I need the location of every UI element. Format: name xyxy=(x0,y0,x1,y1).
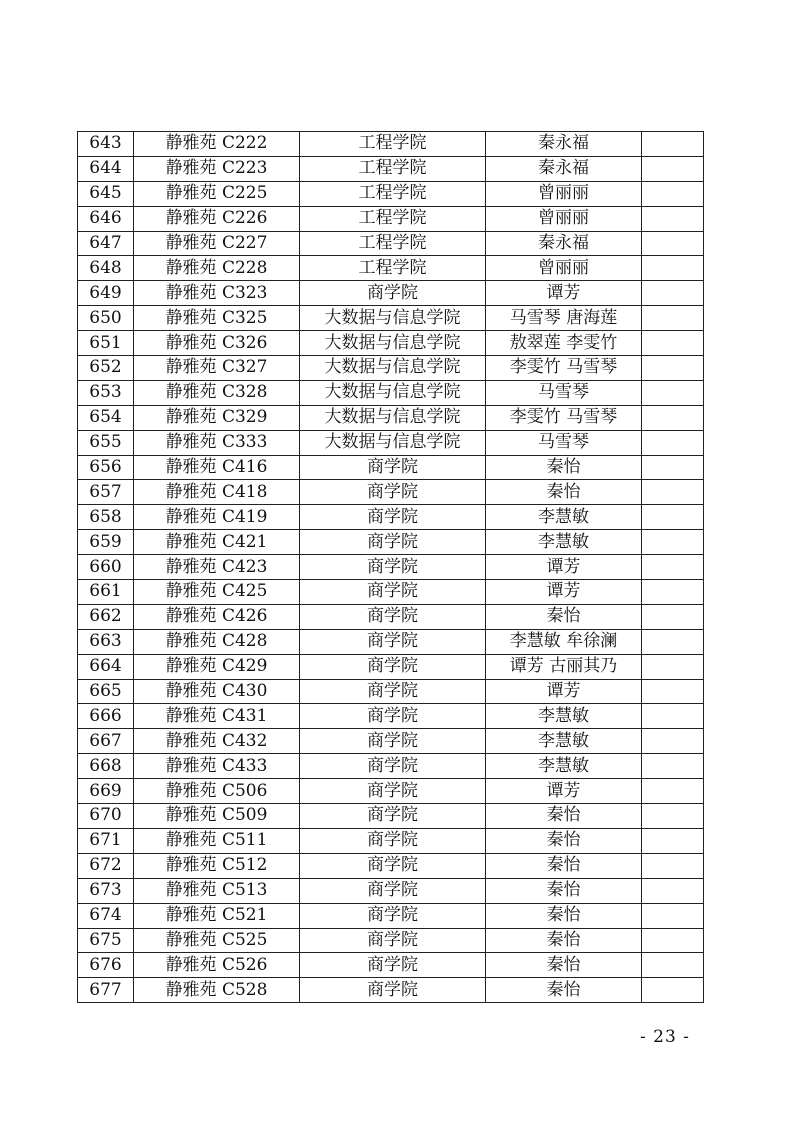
remarks-cell xyxy=(642,629,704,654)
remarks-cell xyxy=(642,132,704,157)
row-number-cell: 673 xyxy=(78,878,134,903)
college-cell: 商学院 xyxy=(300,480,486,505)
table-row xyxy=(78,779,704,804)
room-cell: 静雅苑 C506 xyxy=(134,779,300,804)
college-cell: 商学院 xyxy=(300,978,486,1003)
college-cell: 商学院 xyxy=(300,604,486,629)
college-cell: 商学院 xyxy=(300,928,486,953)
contact-person-cell: 秦怡 xyxy=(486,878,642,903)
college-cell: 商学院 xyxy=(300,779,486,804)
contact-person-cell: 李雯竹 马雪琴 xyxy=(486,356,642,381)
remarks-cell xyxy=(642,654,704,679)
room-cell: 静雅苑 C222 xyxy=(134,132,300,157)
college-cell: 商学院 xyxy=(300,455,486,480)
row-number-cell: 663 xyxy=(78,629,134,654)
contact-person-cell: 李慧敏 xyxy=(486,754,642,779)
row-number-cell: 658 xyxy=(78,505,134,530)
table-row xyxy=(78,256,704,281)
remarks-cell xyxy=(642,978,704,1003)
remarks-cell xyxy=(642,754,704,779)
remarks-cell xyxy=(642,928,704,953)
contact-person-cell: 秦怡 xyxy=(486,455,642,480)
contact-person-cell: 秦怡 xyxy=(486,903,642,928)
remarks-cell xyxy=(642,903,704,928)
contact-person-cell: 李慧敏 xyxy=(486,729,642,754)
college-cell: 商学院 xyxy=(300,828,486,853)
table-row xyxy=(78,206,704,231)
contact-person-cell: 秦怡 xyxy=(486,604,642,629)
contact-person-cell: 秦永福 xyxy=(486,231,642,256)
row-number-cell: 657 xyxy=(78,480,134,505)
row-number-cell: 646 xyxy=(78,206,134,231)
table-row xyxy=(78,555,704,580)
table-row xyxy=(78,505,704,530)
room-cell: 静雅苑 C511 xyxy=(134,828,300,853)
row-number-cell: 651 xyxy=(78,331,134,356)
table-body xyxy=(78,132,704,1003)
remarks-cell xyxy=(642,704,704,729)
contact-person-cell: 马雪琴 唐海莲 xyxy=(486,306,642,331)
table-row xyxy=(78,281,704,306)
room-cell: 静雅苑 C416 xyxy=(134,455,300,480)
room-cell: 静雅苑 C326 xyxy=(134,331,300,356)
row-number-cell: 660 xyxy=(78,555,134,580)
remarks-cell xyxy=(642,729,704,754)
contact-person-cell: 秦怡 xyxy=(486,804,642,829)
contact-person-cell: 秦永福 xyxy=(486,132,642,157)
college-cell: 商学院 xyxy=(300,629,486,654)
row-number-cell: 649 xyxy=(78,281,134,306)
table-row xyxy=(78,231,704,256)
remarks-cell xyxy=(642,331,704,356)
remarks-cell xyxy=(642,580,704,605)
college-cell: 工程学院 xyxy=(300,206,486,231)
remarks-cell xyxy=(642,804,704,829)
row-number-cell: 659 xyxy=(78,530,134,555)
room-cell: 静雅苑 C421 xyxy=(134,530,300,555)
row-number-cell: 653 xyxy=(78,380,134,405)
college-cell: 商学院 xyxy=(300,530,486,555)
remarks-cell xyxy=(642,530,704,555)
contact-person-cell: 谭芳 xyxy=(486,679,642,704)
row-number-cell: 645 xyxy=(78,181,134,206)
row-number-cell: 650 xyxy=(78,306,134,331)
college-cell: 工程学院 xyxy=(300,181,486,206)
college-cell: 大数据与信息学院 xyxy=(300,331,486,356)
contact-person-cell: 谭芳 古丽其乃 xyxy=(486,654,642,679)
remarks-cell xyxy=(642,853,704,878)
room-cell: 静雅苑 C329 xyxy=(134,405,300,430)
college-cell: 商学院 xyxy=(300,953,486,978)
row-number-cell: 670 xyxy=(78,804,134,829)
college-cell: 大数据与信息学院 xyxy=(300,380,486,405)
college-cell: 商学院 xyxy=(300,903,486,928)
remarks-cell xyxy=(642,181,704,206)
row-number-cell: 643 xyxy=(78,132,134,157)
room-cell: 静雅苑 C227 xyxy=(134,231,300,256)
college-cell: 商学院 xyxy=(300,704,486,729)
room-cell: 静雅苑 C327 xyxy=(134,356,300,381)
room-cell: 静雅苑 C526 xyxy=(134,953,300,978)
college-cell: 商学院 xyxy=(300,853,486,878)
contact-person-cell: 敖翠莲 李雯竹 xyxy=(486,331,642,356)
college-cell: 商学院 xyxy=(300,654,486,679)
row-number-cell: 652 xyxy=(78,356,134,381)
contact-person-cell: 李慧敏 牟徐澜 xyxy=(486,629,642,654)
table-row xyxy=(78,804,704,829)
college-cell: 商学院 xyxy=(300,679,486,704)
row-number-cell: 655 xyxy=(78,430,134,455)
remarks-cell xyxy=(642,604,704,629)
remarks-cell xyxy=(642,555,704,580)
row-number-cell: 675 xyxy=(78,928,134,953)
remarks-cell xyxy=(642,156,704,181)
contact-person-cell: 谭芳 xyxy=(486,281,642,306)
table-row xyxy=(78,754,704,779)
college-cell: 大数据与信息学院 xyxy=(300,405,486,430)
row-number-cell: 647 xyxy=(78,231,134,256)
room-cell: 静雅苑 C225 xyxy=(134,181,300,206)
table-row xyxy=(78,953,704,978)
contact-person-cell: 秦怡 xyxy=(486,480,642,505)
room-cell: 静雅苑 C325 xyxy=(134,306,300,331)
remarks-cell xyxy=(642,430,704,455)
table-row xyxy=(78,704,704,729)
room-cell: 静雅苑 C418 xyxy=(134,480,300,505)
contact-person-cell: 秦怡 xyxy=(486,978,642,1003)
contact-person-cell: 李雯竹 马雪琴 xyxy=(486,405,642,430)
room-cell: 静雅苑 C525 xyxy=(134,928,300,953)
table-row xyxy=(78,580,704,605)
remarks-cell xyxy=(642,281,704,306)
contact-person-cell: 秦怡 xyxy=(486,853,642,878)
contact-person-cell: 秦怡 xyxy=(486,953,642,978)
table-row xyxy=(78,306,704,331)
college-cell: 工程学院 xyxy=(300,156,486,181)
table-row xyxy=(78,181,704,206)
remarks-cell xyxy=(642,505,704,530)
contact-person-cell: 曾丽丽 xyxy=(486,206,642,231)
table-row xyxy=(78,480,704,505)
row-number-cell: 677 xyxy=(78,978,134,1003)
table-row xyxy=(78,654,704,679)
remarks-cell xyxy=(642,356,704,381)
room-cell: 静雅苑 C528 xyxy=(134,978,300,1003)
college-cell: 商学院 xyxy=(300,505,486,530)
room-cell: 静雅苑 C429 xyxy=(134,654,300,679)
contact-person-cell: 秦怡 xyxy=(486,828,642,853)
contact-person-cell: 李慧敏 xyxy=(486,704,642,729)
row-number-cell: 676 xyxy=(78,953,134,978)
room-cell: 静雅苑 C323 xyxy=(134,281,300,306)
page-number: - 23 - xyxy=(640,1027,690,1047)
row-number-cell: 671 xyxy=(78,828,134,853)
room-cell: 静雅苑 C228 xyxy=(134,256,300,281)
contact-person-cell: 曾丽丽 xyxy=(486,256,642,281)
contact-person-cell: 秦永福 xyxy=(486,156,642,181)
table-row xyxy=(78,430,704,455)
remarks-cell xyxy=(642,679,704,704)
remarks-cell xyxy=(642,779,704,804)
table-row xyxy=(78,978,704,1003)
row-number-cell: 674 xyxy=(78,903,134,928)
remarks-cell xyxy=(642,206,704,231)
room-cell: 静雅苑 C328 xyxy=(134,380,300,405)
row-number-cell: 666 xyxy=(78,704,134,729)
row-number-cell: 667 xyxy=(78,729,134,754)
room-cell: 静雅苑 C513 xyxy=(134,878,300,903)
college-cell: 商学院 xyxy=(300,804,486,829)
college-cell: 商学院 xyxy=(300,878,486,903)
table-row xyxy=(78,132,704,157)
room-cell: 静雅苑 C426 xyxy=(134,604,300,629)
college-cell: 工程学院 xyxy=(300,231,486,256)
room-cell: 静雅苑 C433 xyxy=(134,754,300,779)
college-cell: 工程学院 xyxy=(300,256,486,281)
room-cell: 静雅苑 C521 xyxy=(134,903,300,928)
room-cell: 静雅苑 C423 xyxy=(134,555,300,580)
room-cell: 静雅苑 C419 xyxy=(134,505,300,530)
room-cell: 静雅苑 C425 xyxy=(134,580,300,605)
room-cell: 静雅苑 C430 xyxy=(134,679,300,704)
table-row xyxy=(78,331,704,356)
row-number-cell: 661 xyxy=(78,580,134,605)
table-row xyxy=(78,530,704,555)
table-row xyxy=(78,729,704,754)
table-row xyxy=(78,356,704,381)
college-cell: 商学院 xyxy=(300,580,486,605)
remarks-cell xyxy=(642,256,704,281)
row-number-cell: 665 xyxy=(78,679,134,704)
row-number-cell: 664 xyxy=(78,654,134,679)
college-cell: 工程学院 xyxy=(300,132,486,157)
table-row xyxy=(78,679,704,704)
table-row xyxy=(78,405,704,430)
room-cell: 静雅苑 C432 xyxy=(134,729,300,754)
remarks-cell xyxy=(642,480,704,505)
table-row xyxy=(78,629,704,654)
table-row xyxy=(78,903,704,928)
remarks-cell xyxy=(642,405,704,430)
remarks-cell xyxy=(642,828,704,853)
table-row xyxy=(78,853,704,878)
remarks-cell xyxy=(642,455,704,480)
row-number-cell: 648 xyxy=(78,256,134,281)
table-row xyxy=(78,928,704,953)
row-number-cell: 662 xyxy=(78,604,134,629)
remarks-cell xyxy=(642,953,704,978)
table-row xyxy=(78,604,704,629)
room-cell: 静雅苑 C431 xyxy=(134,704,300,729)
college-cell: 商学院 xyxy=(300,754,486,779)
college-cell: 大数据与信息学院 xyxy=(300,356,486,381)
table-row xyxy=(78,380,704,405)
contact-person-cell: 谭芳 xyxy=(486,580,642,605)
remarks-cell xyxy=(642,306,704,331)
room-cell: 静雅苑 C509 xyxy=(134,804,300,829)
remarks-cell xyxy=(642,878,704,903)
row-number-cell: 654 xyxy=(78,405,134,430)
contact-person-cell: 李慧敏 xyxy=(486,530,642,555)
contact-person-cell: 秦怡 xyxy=(486,928,642,953)
row-number-cell: 656 xyxy=(78,455,134,480)
remarks-cell xyxy=(642,231,704,256)
table-row xyxy=(78,455,704,480)
room-cell: 静雅苑 C428 xyxy=(134,629,300,654)
row-number-cell: 644 xyxy=(78,156,134,181)
contact-person-cell: 马雪琴 xyxy=(486,380,642,405)
college-cell: 大数据与信息学院 xyxy=(300,306,486,331)
row-number-cell: 669 xyxy=(78,779,134,804)
contact-person-cell: 曾丽丽 xyxy=(486,181,642,206)
row-number-cell: 668 xyxy=(78,754,134,779)
table-row xyxy=(78,156,704,181)
contact-person-cell: 李慧敏 xyxy=(486,505,642,530)
room-cell: 静雅苑 C223 xyxy=(134,156,300,181)
table-row xyxy=(78,878,704,903)
dormitory-table xyxy=(77,131,704,1003)
room-cell: 静雅苑 C512 xyxy=(134,853,300,878)
college-cell: 商学院 xyxy=(300,555,486,580)
row-number-cell: 672 xyxy=(78,853,134,878)
contact-person-cell: 谭芳 xyxy=(486,555,642,580)
remarks-cell xyxy=(642,380,704,405)
table-row xyxy=(78,828,704,853)
college-cell: 商学院 xyxy=(300,281,486,306)
college-cell: 商学院 xyxy=(300,729,486,754)
contact-person-cell: 谭芳 xyxy=(486,779,642,804)
college-cell: 大数据与信息学院 xyxy=(300,430,486,455)
room-cell: 静雅苑 C333 xyxy=(134,430,300,455)
contact-person-cell: 马雪琴 xyxy=(486,430,642,455)
room-cell: 静雅苑 C226 xyxy=(134,206,300,231)
